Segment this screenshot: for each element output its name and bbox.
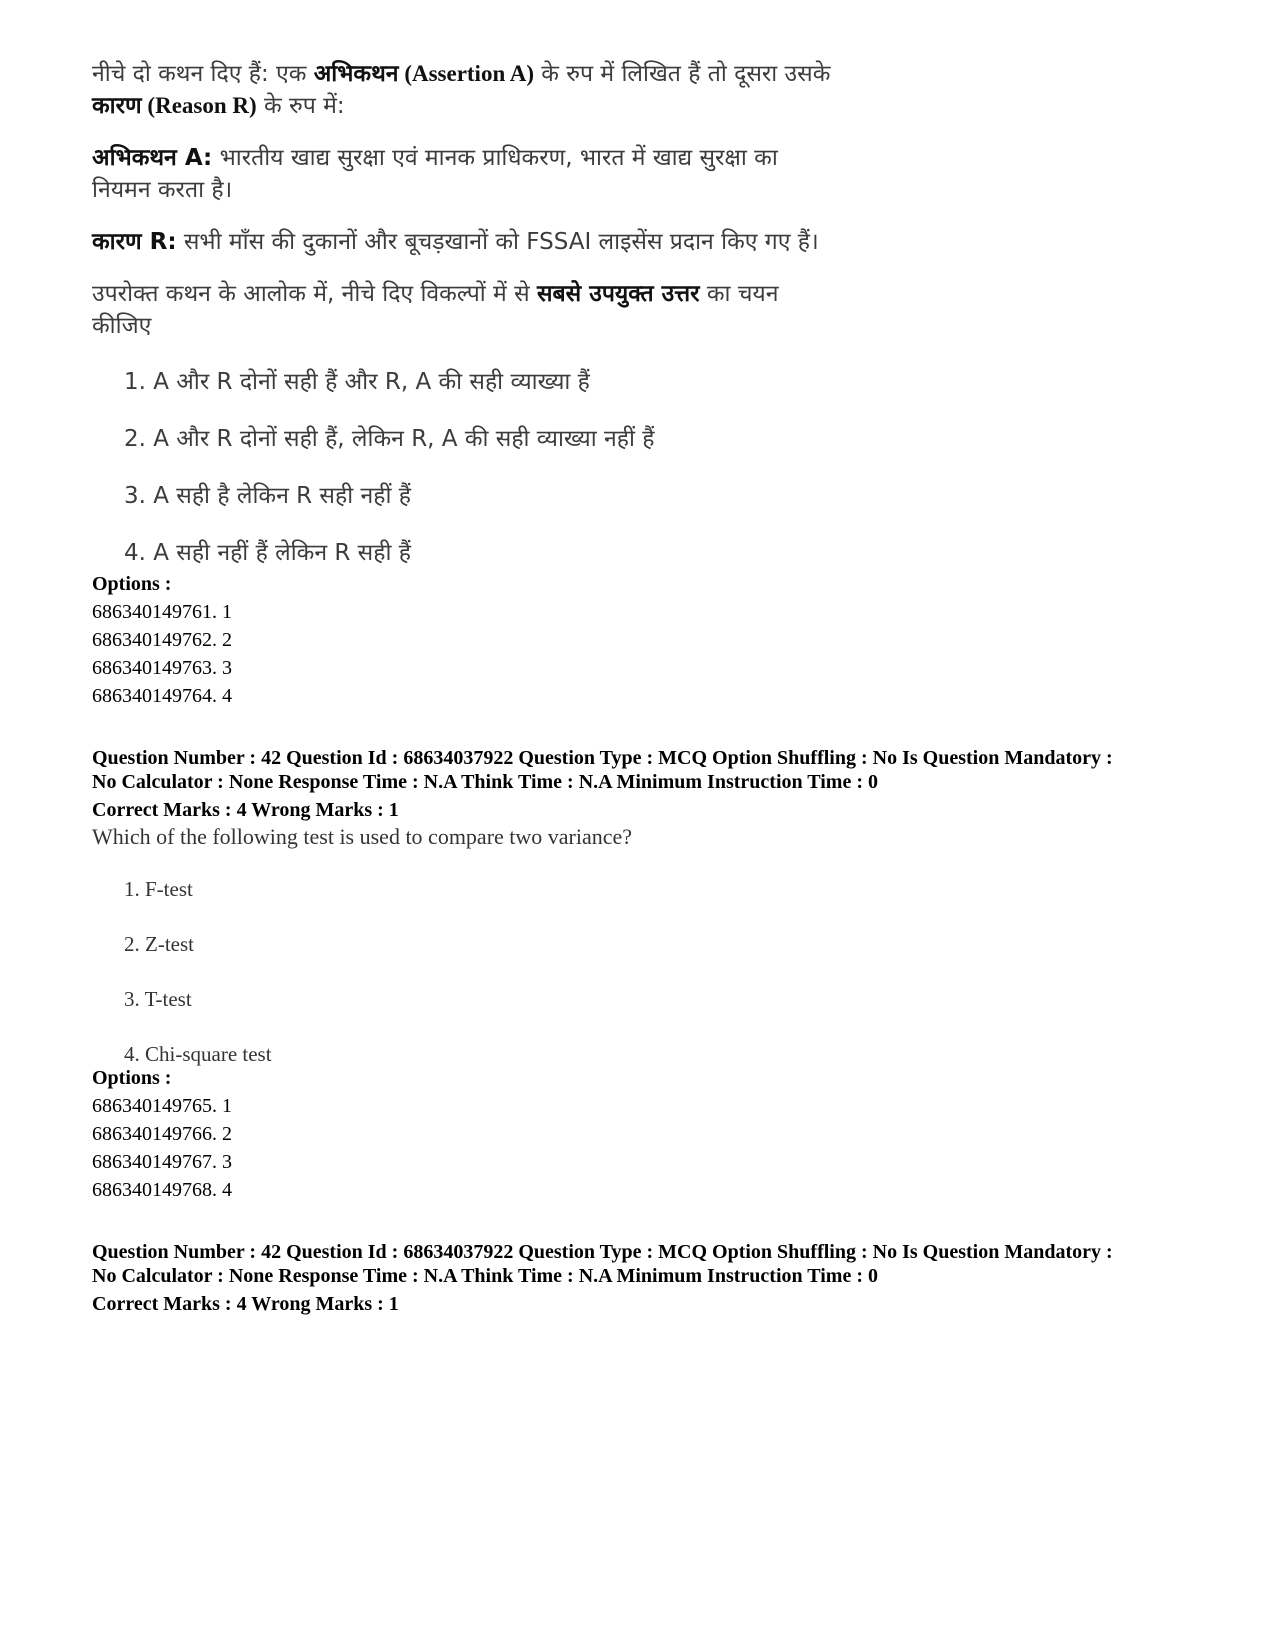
q41-choice-2: 2. A और R दोनों सही हैं, लेकिन R, A की सही व्याख्या नहीं हैं	[124, 426, 655, 452]
q42-question-text: Which of the following test is used to compare two variance?	[92, 824, 633, 849]
q41-instruction-line2	[92, 310, 830, 342]
q42b-meta-line1: Question Number : 42 Question Id : 68634037922 Question Type : MCQ Option Shuffling : No Is Question Mandatory :	[92, 1241, 1113, 1263]
q41-reason-text: सभी माँस की दुकानों और बूचड़खानों को FSSAI लाइसेंस प्रदान किए गए हैं।	[176, 229, 819, 255]
q41-intro-text-end: के रुप में लिखित हैं तो दूसरा उसके	[534, 61, 831, 87]
q41-choice-4: 4. A सही नहीं हैं लेकिन R सही हैं	[124, 540, 411, 566]
q41-option-4: 686340149764. 4	[92, 685, 232, 707]
q42-options-block	[92, 1064, 232, 1204]
q41-assertion-line1	[92, 142, 830, 174]
q41-intro-line2	[92, 90, 830, 122]
q42-choice-2: 2. Z-test	[124, 932, 194, 956]
q42-choice-3: 3. T-test	[124, 987, 192, 1011]
q41-instruction-text: उपरोक्त कथन के आलोक में, नीचे दिए विकल्पों में से	[92, 281, 537, 307]
q41-intro-line1	[92, 58, 830, 90]
q42-option-4: 686340149768. 4	[92, 1179, 232, 1201]
q42-option-1: 686340149765. 1	[92, 1095, 232, 1117]
q42-choice-1: 1. F-test	[124, 877, 193, 901]
q42-meta-block	[92, 746, 1212, 822]
q41-instruction-text-cont: कीजिए	[92, 313, 152, 339]
q41-choice-1: 1. A और R दोनों सही हैं और R, A की सही व्याख्या हैं	[124, 369, 590, 395]
q41-assertion-text: भारतीय खाद्य सुरक्षा एवं मानक प्राधिकरण, भारत में खाद्य सुरक्षा का	[212, 145, 778, 171]
q41-intro-text: नीचे दो कथन दिए हैं: एक	[92, 61, 314, 87]
q42-meta-line2: No Calculator : None Response Time : N.A Think Time : N.A Minimum Instruction Time : 0	[92, 771, 878, 793]
q41-option-2: 686340149762. 2	[92, 629, 232, 651]
q41-option-1: 686340149761. 1	[92, 601, 232, 623]
q41-instruction-text-end: का चयन	[699, 281, 779, 307]
q41-instruction-line1	[92, 278, 830, 310]
q42-option-3: 686340149767. 3	[92, 1151, 232, 1173]
q41-options-label: Options :	[92, 573, 172, 595]
q42b-meta-line2: No Calculator : None Response Time : N.A Think Time : N.A Minimum Instruction Time : 0	[92, 1265, 878, 1287]
q42-question-block	[92, 822, 632, 1069]
q42-option-2: 686340149766. 2	[92, 1123, 232, 1145]
q41-reason-en: (Reason R)	[141, 93, 257, 118]
q41-assertion-en: (Assertion A)	[398, 61, 534, 86]
q41-question-block	[92, 58, 830, 569]
q42-options-label: Options :	[92, 1067, 172, 1089]
q42b-meta-block	[92, 1240, 1212, 1316]
q41-options-block	[92, 570, 232, 710]
q41-choice-3: 3. A सही है लेकिन R सही नहीं हैं	[124, 483, 411, 509]
q42-choice-4: 4. Chi-square test	[124, 1042, 272, 1066]
q41-assertion-text-cont: नियमन करता है।	[92, 177, 233, 203]
q41-reason-label: कारण R:	[92, 229, 177, 255]
q41-assertion-label: अभिकथन A:	[92, 145, 213, 171]
q41-option-3: 686340149763. 3	[92, 657, 232, 679]
q41-reason-line	[92, 226, 830, 258]
q41-reason-term: कारण	[92, 93, 142, 119]
q42-meta-line1: Question Number : 42 Question Id : 68634037922 Question Type : MCQ Option Shuffling : No Is Question Mandatory :	[92, 747, 1113, 769]
q42b-marks: Correct Marks : 4 Wrong Marks : 1	[92, 1293, 399, 1315]
q41-intro-line2-end: के रुप में:	[256, 93, 345, 119]
q41-assertion-line2	[92, 174, 830, 206]
q42-marks: Correct Marks : 4 Wrong Marks : 1	[92, 799, 399, 821]
q41-assertion-term: अभिकथन	[313, 61, 399, 87]
q41-instruction-emphasis: सबसे उपयुक्त उत्तर	[536, 281, 700, 307]
